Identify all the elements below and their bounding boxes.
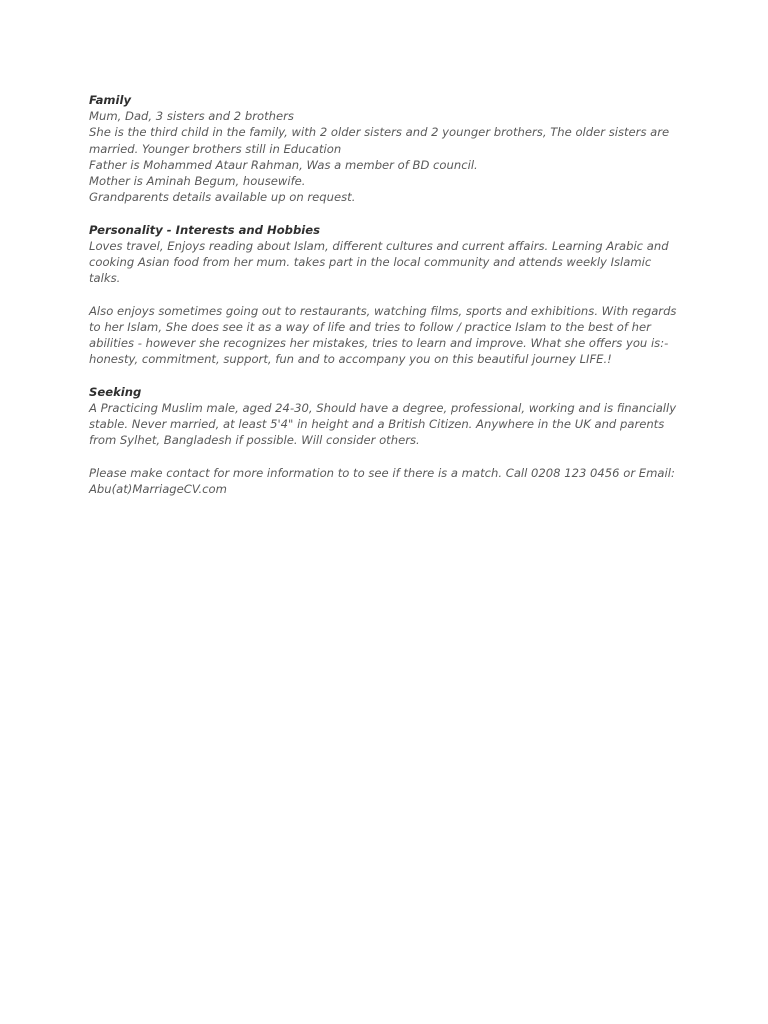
family-heading: Family [89,93,131,107]
seeking-paragraph: A Practicing Muslim male, aged 24-30, Should have a degree, professional, working and is financially stable. Never married, at least 5'4" in height and a British Citizen. Anywhere in the UK and parents from Sylhet, Bangladesh if possible. Will consider others. [89,400,677,448]
contact-paragraph: Please make contact for more information to to see if there is a match. Call 0208 123 0456 or Email: Abu(at)MarriageCV.com [89,465,675,496]
family-line: Mother is Aminah Begum, housewife. [89,174,306,189]
seeking-heading: Seeking [89,384,142,399]
family-line: Father is Mohammed Ataur Rahman, Was a member of BD council. [89,157,478,172]
personality-heading: Personality - Interests and Hobbies [89,222,320,237]
document-page [89,92,679,513]
seeking-section [89,384,679,497]
family-line: She is the third child in the family, with 2 older sisters and 2 younger brothers, The older sisters are married. Younger brothers still in Education [89,125,673,156]
family-line: Mum, Dad, 3 sisters and 2 brothers [89,109,294,124]
family-line: Grandparents details available up on request. [89,190,356,205]
personality-paragraph: Also enjoys sometimes going out to restaurants, watching films, sports and exhibitions. With regards to her Islam, She does see it as a way of life and tries to follow / practice Islam to the best of her abilities - however she recognizes her mistakes, tries to learn and improve. What she offers you is:- honesty, commitment, support, fun and to accompany you on this beautiful journey LIFE.! [89,303,677,367]
personality-paragraph: Loves travel, Enjoys reading about Islam, different cultures and current affairs. Learning Arabic and cooking Asian food from her mum. takes part in the local community and attends weekly Islamic talks. [89,238,669,286]
personality-section [89,222,679,368]
family-section [89,92,679,205]
